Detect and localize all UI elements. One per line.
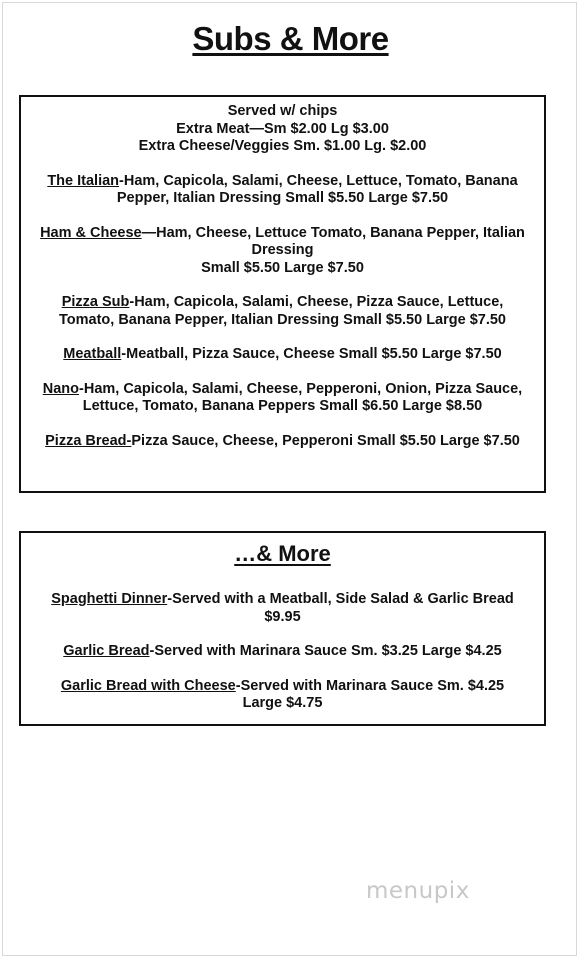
- item-name: Meatball: [63, 346, 122, 362]
- menu-item-pizza-bread: [27, 433, 538, 451]
- item-name: Garlic Bread: [63, 643, 150, 659]
- subs-menu-box: [19, 95, 546, 493]
- item-description: Dressing: [251, 242, 314, 258]
- item-description: -Meatball, Pizza Sauce, Cheese Small $5.50 Large $7.50: [121, 346, 502, 362]
- menu-item-garlic-bread-with-cheese: [27, 678, 538, 713]
- item-name: Pizza Bread-: [45, 432, 132, 449]
- menu-item-meatball: [27, 346, 538, 364]
- page-title: Subs & More: [192, 20, 389, 57]
- extra-meat-price: Extra Meat—Sm $2.00 Lg $3.00: [176, 120, 389, 137]
- menu-item-garlic-bread: [27, 643, 538, 661]
- item-description: —Ham, Cheese, Lettuce Tomato, Banana Pepper, Italian: [141, 224, 525, 241]
- more-menu-box: [19, 531, 546, 726]
- item-price: Large $4.75: [242, 695, 323, 711]
- menu-item-nano: [27, 381, 538, 416]
- served-with-note: Served w/ chips: [227, 103, 338, 119]
- item-name: Pizza Sub: [61, 294, 130, 310]
- item-name: Ham & Cheese: [40, 224, 142, 241]
- more-section-title: …& More: [234, 541, 331, 566]
- item-description: -Served with Marinara Sauce Sm. $4.25: [235, 677, 505, 694]
- item-description: -Served with Marinara Sauce Sm. $3.25 Large $4.25: [149, 643, 502, 659]
- item-description: Lettuce, Tomato, Banana Peppers Small $6.50 Large $8.50: [82, 398, 483, 414]
- item-name: The Italian: [47, 172, 120, 189]
- item-description: -Ham, Capicola, Salami, Cheese, Lettuce, Tomato, Banana: [119, 172, 518, 189]
- menu-item-pizza-sub: [27, 294, 538, 329]
- item-price: $9.95: [264, 608, 301, 625]
- item-description: Tomato, Banana Pepper, Italian Dressing Small $5.50 Large $7.50: [59, 311, 506, 328]
- item-description: Pizza Sauce, Cheese, Pepperoni Small $5.50 Large $7.50: [131, 432, 520, 449]
- menu-item-spaghetti-dinner: [27, 591, 538, 626]
- item-name: Spaghetti Dinner: [51, 591, 168, 607]
- item-description: -Ham, Capicola, Salami, Cheese, Pepperoni, Onion, Pizza Sauce,: [79, 380, 523, 397]
- item-description: -Served with a Meatball, Side Salad & Garlic Bread: [167, 591, 514, 607]
- item-name: Garlic Bread with Cheese: [60, 677, 236, 694]
- extra-cheese-price: Extra Cheese/Veggies Sm. $1.00 Lg. $2.00: [138, 138, 427, 154]
- item-description: -Ham, Capicola, Salami, Cheese, Pizza Sauce, Lettuce,: [129, 294, 504, 310]
- item-description: Pepper, Italian Dressing Small $5.50 Large $7.50: [116, 190, 449, 206]
- menu-item-the-italian: [27, 173, 538, 208]
- menu-item-ham-and-cheese: [27, 225, 538, 278]
- watermark-logo: menupix: [366, 878, 470, 904]
- item-price: Small $5.50 Large $7.50: [201, 259, 364, 276]
- item-name: Nano: [42, 380, 80, 397]
